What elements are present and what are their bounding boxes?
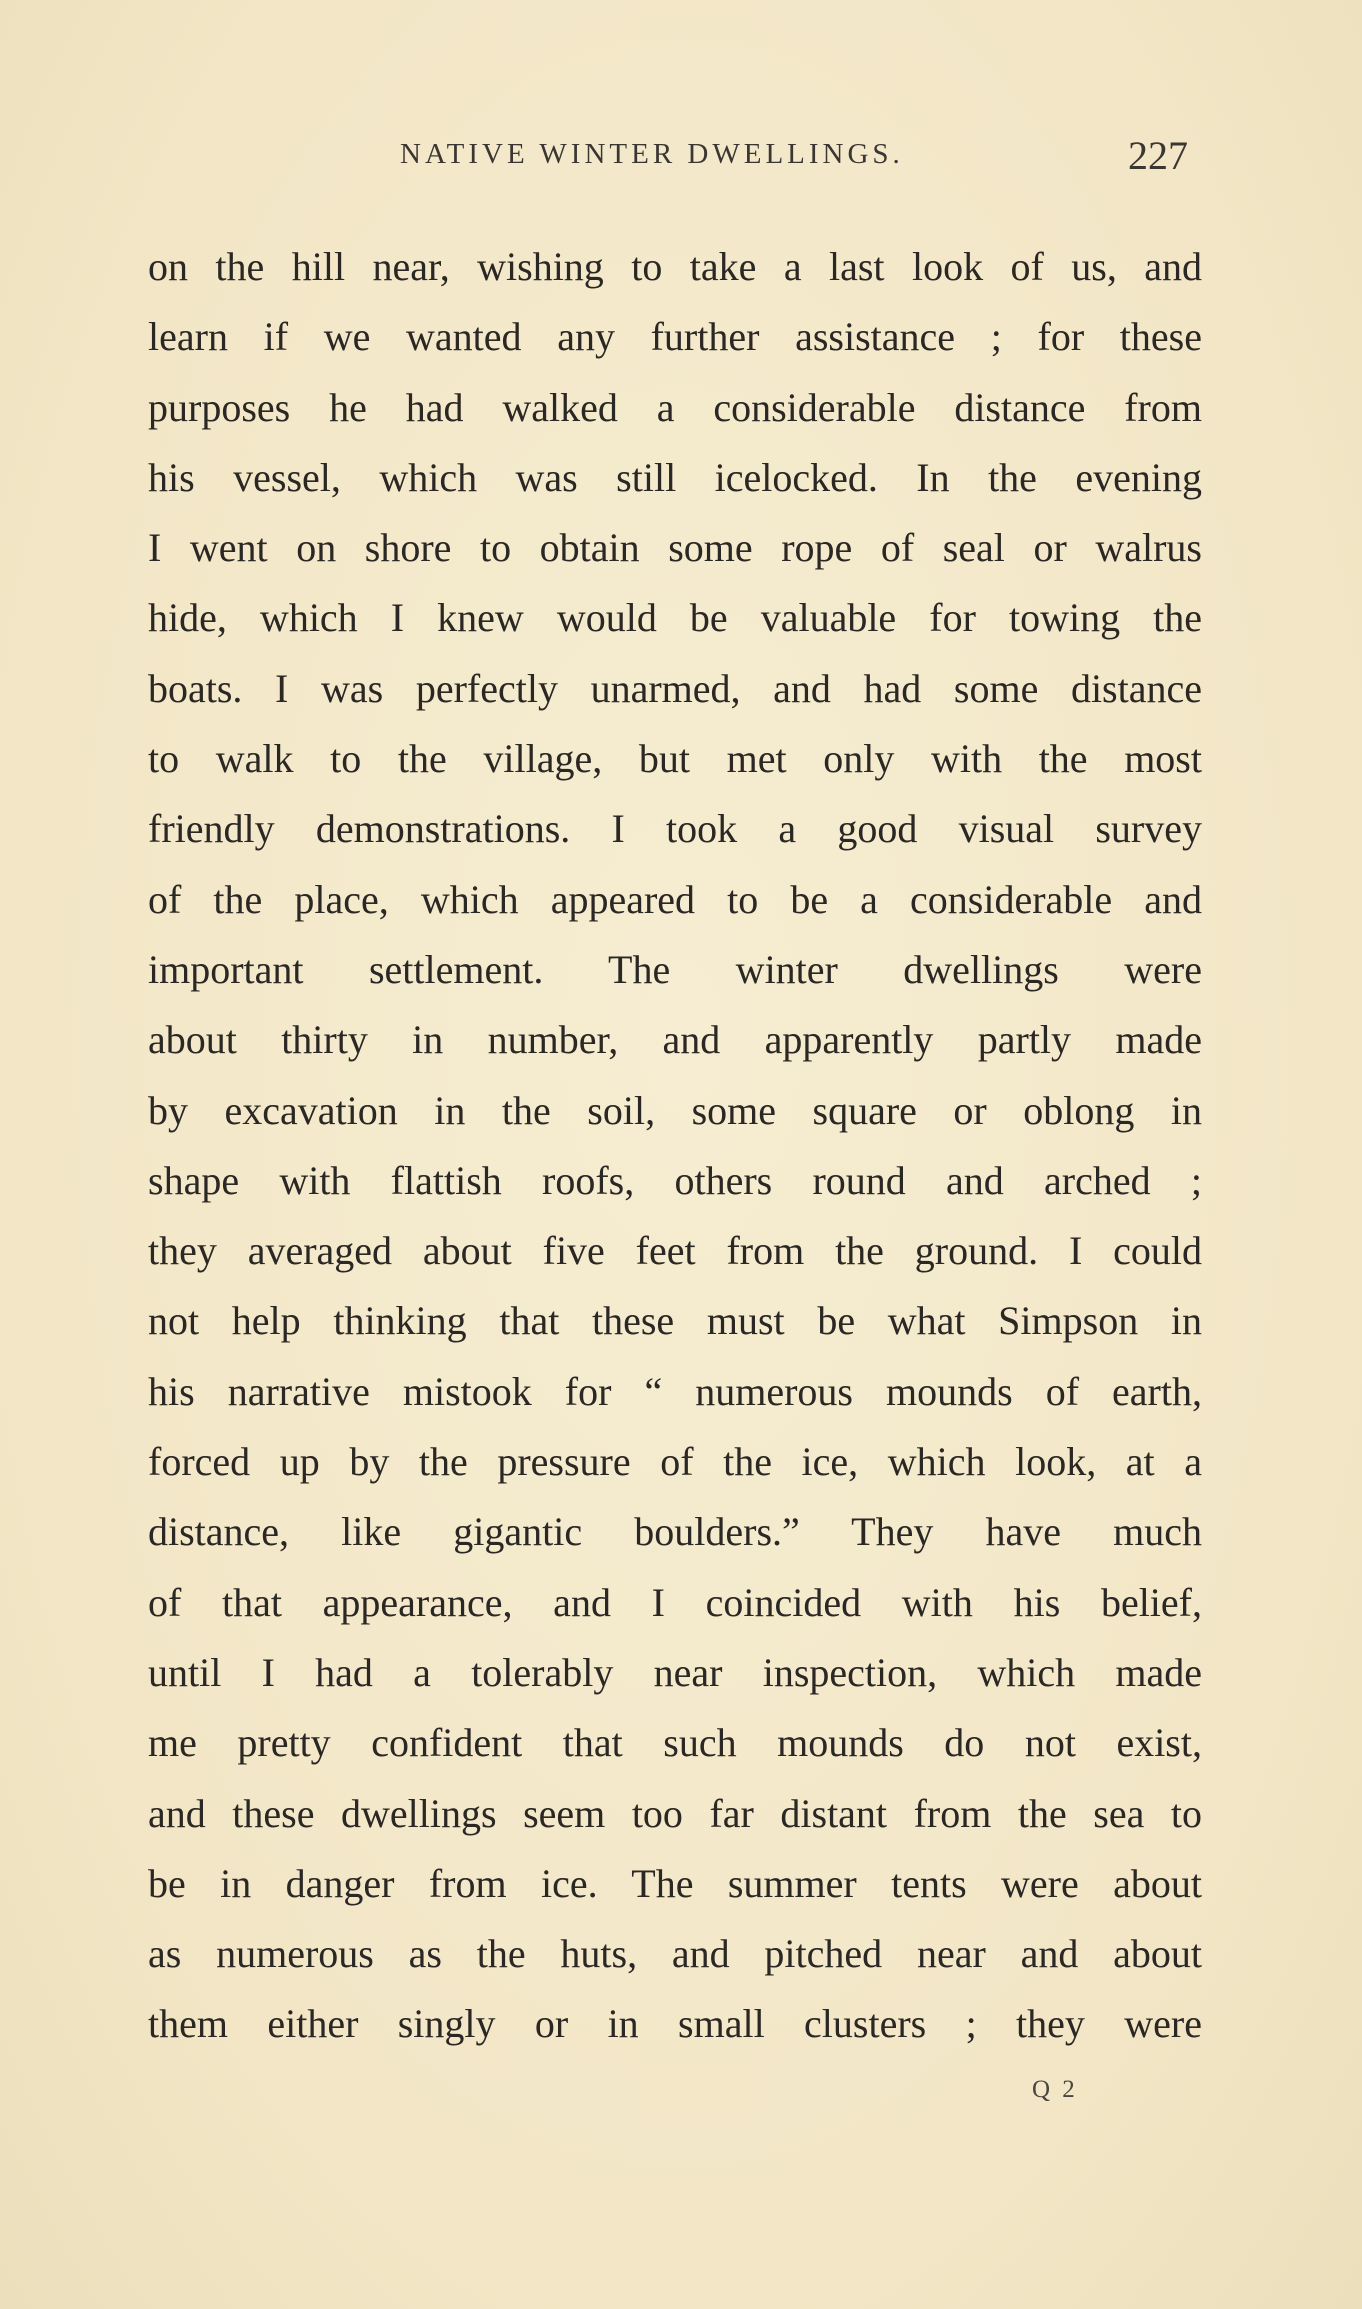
text-line: by excavation in the soil, some square or oblong in — [148, 1087, 1202, 1133]
text-line: forced up by the pressure of the ice, which look, at a — [148, 1439, 1202, 1485]
text-line: purposes he had walked a considerable distance from — [148, 384, 1202, 430]
page-number: 227 — [1128, 133, 1188, 178]
text-line: not help thinking that these must be what Simpson in — [148, 1298, 1202, 1344]
text-line: to walk to the village, but met only with the most — [148, 736, 1202, 782]
text-line: of the place, which appeared to be a considerable and — [148, 876, 1202, 922]
text-line: on the hill near, wishing to take a last look of us, and — [148, 244, 1202, 289]
text-line: they averaged about five feet from the ground. I could — [148, 1228, 1202, 1274]
text-line: and these dwellings seem too far distant from the sea to — [148, 1790, 1202, 1836]
text-line: hide, which I knew would be valuable for towing the — [148, 595, 1202, 641]
text-line: his narrative mistook for “ numerous mounds of earth, — [148, 1368, 1202, 1414]
text-line: me pretty confident that such mounds do not exist, — [148, 1720, 1202, 1766]
text-line: boats. I was perfectly unarmed, and had some distance — [148, 665, 1202, 711]
text-line: friendly demonstrations. I took a good visual survey — [148, 806, 1202, 852]
running-head-title: NATIVE WINTER DWELLINGS. — [400, 138, 904, 170]
text-line: as numerous as the huts, and pitched near and about — [148, 1931, 1202, 1977]
text-line: important settlement. The winter dwellings were — [148, 946, 1202, 992]
text-line: until I had a tolerably near inspection, which made — [148, 1649, 1202, 1695]
text-line: them either singly or in small clusters ; they were — [148, 2001, 1202, 2047]
text-line: shape with flattish roofs, others round and arched ; — [148, 1157, 1202, 1203]
text-line: be in danger from ice. The summer tents were about — [148, 1860, 1202, 1906]
text-line: learn if we wanted any further assistance ; for these — [148, 314, 1202, 360]
body-text — [148, 232, 1202, 2060]
text-line: distance, like gigantic boulders.” They have much — [148, 1509, 1202, 1555]
text-line: of that appearance, and I coincided with his belief, — [148, 1579, 1202, 1625]
signature-mark: Q 2 — [1032, 2076, 1078, 2103]
running-head — [0, 133, 1362, 188]
text-line: his vessel, which was still icelocked. In the evening — [148, 454, 1202, 500]
text-line: I went on shore to obtain some rope of seal or walrus — [148, 525, 1202, 571]
text-line: about thirty in number, and apparently partly made — [148, 1017, 1202, 1063]
